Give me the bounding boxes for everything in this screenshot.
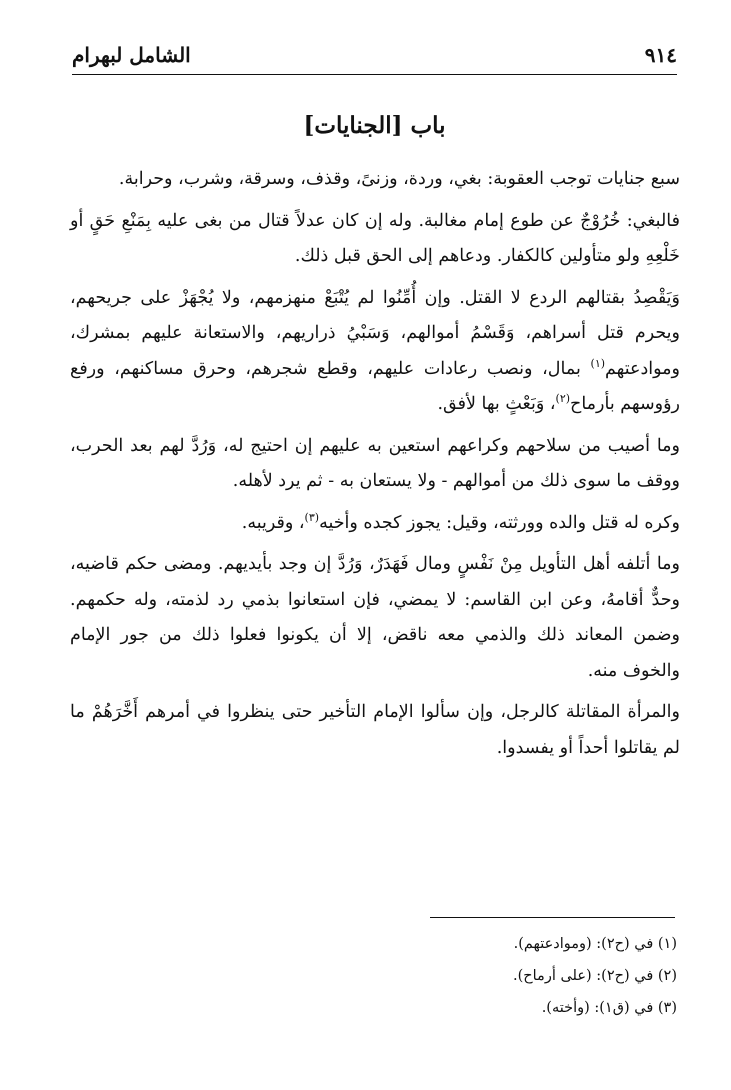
footnote-rule — [430, 917, 675, 918]
running-title: الشامل لبهرام — [72, 43, 191, 67]
footnote-ref-2[interactable]: (٢) — [555, 392, 571, 406]
chapter-title: باب [الجنايات] — [303, 112, 446, 139]
footnote-ref-3[interactable]: (٣) — [304, 510, 320, 524]
text-run: بمال، ونصب رعادات عليهم، وقطع شجرهم، وحرق مساكنهم، ورفع رؤوسهم بأرماح — [70, 358, 680, 414]
body-text — [70, 162, 680, 772]
running-header — [72, 40, 677, 70]
footnote-ref-1[interactable]: (١) — [590, 356, 606, 370]
footnote-1: (١) في (ح٢): (وموادعتهم). — [513, 936, 677, 952]
paragraph-women-fighters: والمرأة المقاتلة كالرجل، وإن سألوا الإمام التأخير حتى ينظروا في أمرهم أَخَّرَهُمْ ما لم يقاتلوا أحداً أو يفسدوا. — [70, 702, 680, 758]
paragraph-destroyed-property: وما أتلفه أهل التأويل مِنْ نَفْسٍ ومال فَهَدَرٌ، وَرُدَّ إن وجد بأيديهم. ومضى حكم قاضيه، وحدٌّ أقامهُ، وعن ابن القاسم: لا يمضي، فإن استعانوا بذمي رد لذمته، وله حكمهم. وضمن المعاند ذلك والذمي معه ناقض، إلا أن يكونوا فعلوا ذلك من جور الإمام والخوف منه. — [70, 554, 680, 681]
footnote-2: (٢) في (ح٢): (على أرماح). — [513, 968, 677, 984]
footnote-3: (٣) في (ق١): (وأخته). — [541, 1000, 677, 1016]
header-rule — [72, 74, 677, 75]
page-number: ٩١٤ — [644, 43, 677, 67]
text-run: وكره له قتل والده وورثته، وقيل: يجوز كجده وأخيه — [319, 512, 680, 533]
footnotes — [72, 928, 677, 1024]
paragraph-definition-of-baghy: فالبغي: خُرُوْجٌ عن طوع إمام مغالبة. وله إن كان عدلاً قتال من بغى عليه بِمَنْعِ حَقٍ أو خَلْعِهِ ولو متأولين كالكفار. ودعاهم إلى الحق قبل ذلك. — [70, 210, 680, 266]
text-run: ، وقريبه. — [241, 512, 305, 533]
paragraph-weapons: وما أصيب من سلاحهم وكراعهم استعين به عليهم إن احتيج له، وَرُدَّ لهم بعد الحرب، ووقف ما سوى ذلك من أموالهم - ولا يستعان به - ثم يرد لأهله. — [70, 435, 680, 491]
paragraph-crimes-list: سبع جنايات توجب العقوبة: بغي، وردة، وزنىً، وقذف، وسرقة، وشرب، وحرابة. — [118, 169, 680, 189]
text-run: وَيَقْصِدُ بقتالهم الردع لا القتل. وإن أُمِّنُوا لم يُتْبَعْ منهزمهم، ولا يُجْهَزْ على جريحهم، ويحرم قتل أسراهم، وَقَسْمُ أموالهم، وَسَبْيُ ذراريهم، والاستعانة عليهم بمشرك، وموادعتهم — [70, 287, 680, 379]
paragraph-fighting-rules — [70, 281, 680, 423]
text-run: ، وَبَعْثٍ بها لأفق. — [437, 394, 556, 414]
paragraph-killing-relatives — [70, 506, 680, 542]
